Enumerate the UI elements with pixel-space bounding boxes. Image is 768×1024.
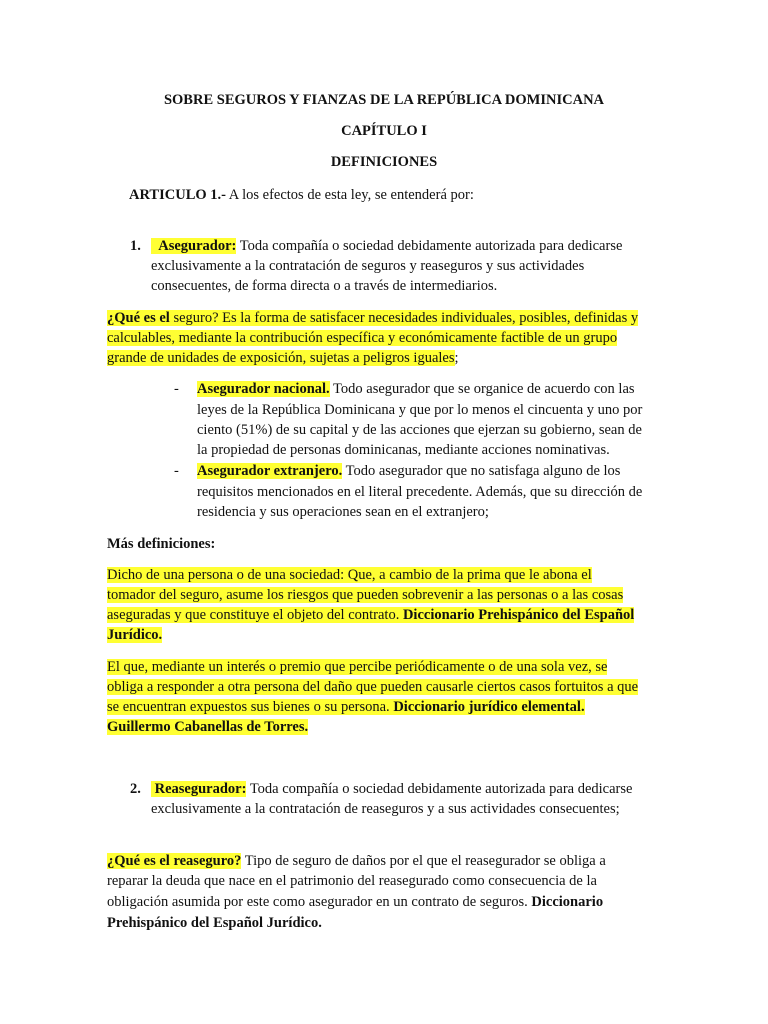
- sub-item-1-term: Asegurador nacional.: [197, 381, 330, 397]
- que-seguro-line-1: [107, 308, 638, 328]
- def-1-text-2: tomador del seguro, asume los riesgos que pueden sobrevenir a las personas o a las cosas: [107, 587, 624, 603]
- document-title: SOBRE SEGUROS Y FIANZAS DE LA REPÚBLICA DOMINICANA: [163, 92, 605, 108]
- que-seguro-line-3: [107, 348, 459, 368]
- item-2-line-2: exclusivamente a la contratación de reaseguros y a sus actividades consecuentes;: [151, 801, 620, 817]
- def-2-line-1: [107, 657, 607, 677]
- def-1-source-b: Jurídico.: [107, 627, 163, 643]
- sub-item-1-dash: -: [174, 381, 179, 397]
- def-2-line-4: [107, 717, 308, 737]
- def-2-source-b: Guillermo Cabanellas de Torres.: [107, 719, 309, 735]
- sub-item-1-line-2: leyes de la República Dominicana y que por lo menos el cincuenta y uno por: [197, 402, 643, 418]
- que-seguro-bold: ¿Qué es el: [107, 310, 170, 326]
- def-1-line-4: [107, 625, 162, 645]
- item-1-line-2: exclusivamente a la contratación de seguros y reaseguros y sus actividades: [151, 258, 585, 274]
- sub-item-2-line-1: [197, 461, 620, 481]
- def-1-line-3: [107, 605, 634, 625]
- chapter-heading: CAPÍTULO I: [341, 123, 427, 139]
- sub-item-2-term: Asegurador extranjero.: [197, 463, 343, 479]
- item-1-line-1: [151, 236, 622, 256]
- item-1-line-3: consecuentes, de forma directa o a través de intermediarios.: [151, 278, 498, 294]
- def-1-line-1: [107, 565, 592, 585]
- que-seguro-end: ;: [454, 350, 459, 366]
- sub-item-2-line-2: requisitos mencionados en el literal precedente. Además, que su dirección de: [197, 484, 643, 500]
- item-2-line-1: [151, 779, 632, 799]
- item-1-text-1: Toda compañía o sociedad debidamente autorizada para dedicarse: [236, 238, 623, 254]
- que-reaseguro-line-2: reparar la deuda que nace en el patrimonio del reasegurado como consecuencia de la: [107, 873, 597, 889]
- def-2-text-3: se encuentran expuestos sus bienes o su persona.: [107, 699, 390, 715]
- def-1-line-2: [107, 585, 623, 605]
- sub-item-1-line-3: ciento (51%) de su capital y de las acciones que ejerzan su gobierno, sean de: [197, 422, 642, 438]
- sub-item-1-text-1: Todo asegurador que se organice de acuerdo con las: [329, 381, 635, 397]
- def-1-text-1: Dicho de una persona o de una sociedad: Que, a cambio de la prima que le abona el: [107, 567, 592, 583]
- mas-definiciones-heading: Más definiciones:: [107, 536, 216, 552]
- sub-item-1-line-4: la propiedad de personas dominicanas, mediante acciones nominativas.: [197, 442, 610, 458]
- def-2-line-3: [107, 697, 585, 717]
- item-2-text-1: Toda compañía o sociedad debidamente autorizada para dedicarse: [246, 781, 633, 797]
- que-seguro-line-2: [107, 328, 617, 348]
- que-seguro-text-1: Es la forma de satisfacer necesidades individuales, posibles, definidas y: [218, 310, 639, 326]
- def-1-source-a: Diccionario Prehispánico del Español: [399, 607, 635, 623]
- que-reaseguro-text-1: Tipo de seguro de daños por el que el reasegurador se obliga a: [241, 853, 606, 869]
- item-2-term: [151, 781, 246, 797]
- que-reaseguro-source-a: Diccionario: [527, 894, 604, 910]
- que-seguro-text-3: grande de unidades de exposición, sujetas a peligros iguales: [107, 350, 455, 366]
- def-2-text-2: obliga a responder a otra persona del daño que pueden causarle ciertos casos fortuitos a que: [107, 679, 639, 695]
- def-2-text-1: El que, mediante un interés o premio que percibe periódicamente o de una sola vez, se: [107, 659, 608, 675]
- sub-item-2-text-1: Todo asegurador que no satisfaga alguno de los: [342, 463, 621, 479]
- que-reaseguro-source-b: Prehispánico del Español Jurídico.: [107, 915, 322, 931]
- item-1-term-text: Asegurador:: [158, 238, 237, 254]
- article-text: A los efectos de esta ley, se entenderá por:: [225, 187, 474, 203]
- article-label: ARTICULO 1.-: [129, 187, 226, 203]
- item-2-number: 2.: [130, 781, 141, 797]
- def-2-line-2: [107, 677, 638, 697]
- sub-item-2-line-3: residencia y sus operaciones sean en el extranjero;: [197, 504, 489, 520]
- que-reaseguro-line-1: [107, 851, 606, 871]
- article-1-line: [129, 185, 474, 205]
- sub-item-1-line-1: [197, 379, 635, 399]
- que-reaseguro-text-3: obligación asumida por este como asegurador en un contrato de seguros.: [107, 894, 528, 910]
- que-reaseguro-bold: ¿Qué es el reaseguro?: [107, 853, 242, 869]
- def-1-text-3: aseguradas y que constituye el objeto del contrato.: [107, 607, 400, 623]
- que-seguro-rest: seguro?: [169, 310, 219, 326]
- sub-item-2-dash: -: [174, 463, 179, 479]
- que-reaseguro-line-3: [107, 892, 603, 912]
- que-seguro-text-2: calculables, mediante la contribución específica y económicamente factible de un grupo: [107, 330, 618, 346]
- item-2-term-text: Reasegurador:: [154, 781, 247, 797]
- def-2-source-a: Diccionario jurídico elemental.: [389, 699, 585, 715]
- item-1-term: [151, 238, 236, 254]
- section-heading: DEFINICIONES: [330, 154, 438, 170]
- item-1-number: 1.: [130, 238, 141, 254]
